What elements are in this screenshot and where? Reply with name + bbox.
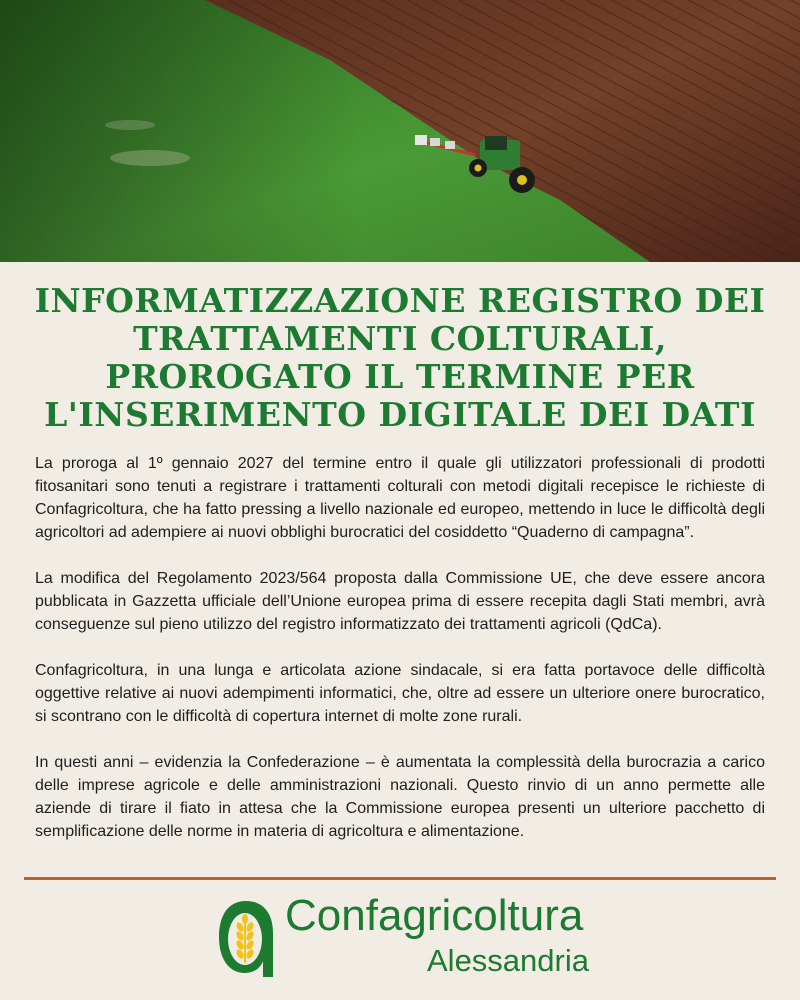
article-title: INFORMATIZZAZIONE REGISTRO DEI TRATTAMENTI COLTURALI, PROROGATO IL TERMINE PER L'INSERIMENTO DIGITALE DEI DATI (34, 281, 766, 434)
hero-photo (0, 0, 800, 262)
brand-city: Alessandria (427, 943, 589, 978)
paragraph-2: La modifica del Regolamento 2023/564 proposta dalla Commissione UE, che deve essere ancora pubblicata in Gazzetta ufficiale dell’Unione europea prima di essere recepita dagli Stati membri, avrà conseguenze sul pieno utilizzo del registro informatizzato dei trattamenti agricoli (QdCa). (35, 570, 765, 633)
paragraph-4: In questi anni – evidenzia la Confederazione – è aumentata la complessità della burocrazia a carico delle imprese agricole e delle amministrazioni nazionali. Questo rinvio di un anno permette alle aziende di tirare il fiato in attesa che la Commissione europea presenti un ulteriore pacchetto di semplificazione delle norme in materia di agricoltura e alimentazione. (35, 754, 765, 840)
footer-divider (24, 877, 776, 880)
paragraph-1: La proroga al 1º gennaio 2027 del termine entro il quale gli utilizzatori professionali di prodotti fitosanitari sono tenuti a registrare i trattamenti colturali con metodi digitali recepisce le richieste di Confagricoltura, che ha fatto pressing a livello nazionale ed europeo, mettendo in luce le difficoltà degli agricoltori ad adempiere ai nuovi obblighi burocratici del cosiddetto “Quaderno di campagna”. (35, 455, 765, 541)
article-body (35, 452, 765, 866)
brand-logo (215, 891, 615, 985)
wheat-a-logo-icon (215, 897, 277, 981)
tractor-field-image (0, 0, 800, 262)
paragraph-3: Confagricoltura, in una lunga e articolata azione sindacale, si era fatta portavoce delle difficoltà oggettive relative ai nuovi adempimenti informatici, che, oltre ad essere un ulteriore onere burocratico, si scontrano con le difficoltà di copertura internet di molte zone rurali. (35, 662, 765, 725)
brand-name: Confagricoltura (285, 891, 584, 940)
